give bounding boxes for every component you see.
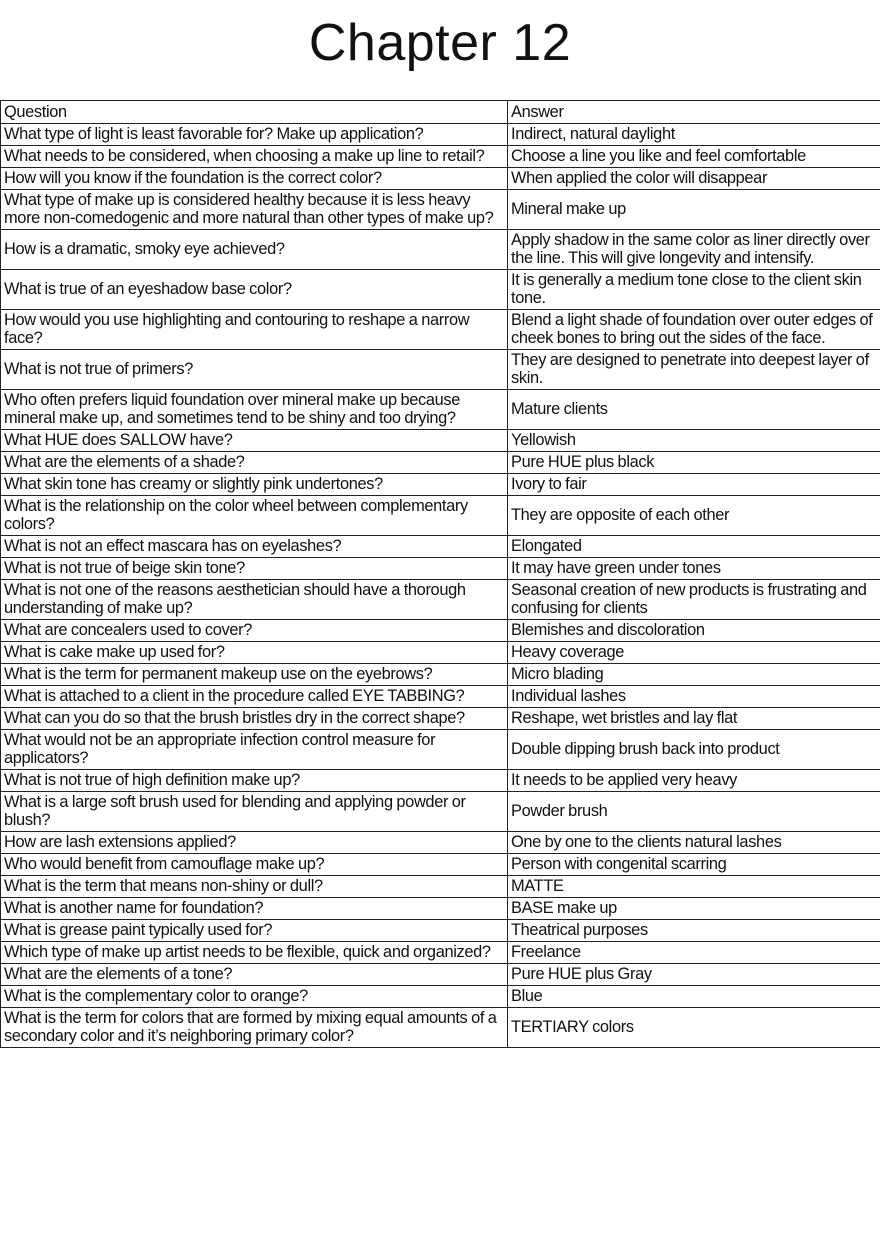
table-row [1, 770, 880, 792]
answer-cell: Choose a line you like and feel comfortable [508, 146, 880, 168]
table-row [1, 686, 880, 708]
answer-cell: Pure HUE plus black [508, 452, 880, 474]
answer-cell: It is generally a medium tone close to the client skin tone. [508, 270, 880, 310]
answer-cell: One by one to the clients natural lashes [508, 832, 880, 854]
question-cell: What is the term for permanent makeup use on the eyebrows? [1, 664, 508, 686]
table-row [1, 230, 880, 270]
question-cell: What are the elements of a tone? [1, 964, 508, 986]
table-row [1, 474, 880, 496]
question-cell: What is not true of high definition make up? [1, 770, 508, 792]
table-row [1, 496, 880, 536]
table-row [1, 942, 880, 964]
answer-cell: Freelance [508, 942, 880, 964]
answer-cell: MATTE [508, 876, 880, 898]
answer-cell: Person with congenital scarring [508, 854, 880, 876]
question-cell: What is not an effect mascara has on eyelashes? [1, 536, 508, 558]
question-cell: What is true of an eyeshadow base color? [1, 270, 508, 310]
answer-cell: Micro blading [508, 664, 880, 686]
table-row [1, 536, 880, 558]
table-row [1, 964, 880, 986]
answer-cell: TERTIARY colors [508, 1008, 880, 1048]
question-cell: What is grease paint typically used for? [1, 920, 508, 942]
answer-cell: Yellowish [508, 430, 880, 452]
table-row [1, 310, 880, 350]
question-cell: What is attached to a client in the procedure called EYE TABBING? [1, 686, 508, 708]
answer-cell: Double dipping brush back into product [508, 730, 880, 770]
question-cell: What skin tone has creamy or slightly pink undertones? [1, 474, 508, 496]
question-cell: What is the complementary color to orange? [1, 986, 508, 1008]
answer-cell: Indirect, natural daylight [508, 124, 880, 146]
table-row [1, 792, 880, 832]
table-row [1, 876, 880, 898]
answer-cell: Elongated [508, 536, 880, 558]
question-cell: How are lash extensions applied? [1, 832, 508, 854]
table-row [1, 920, 880, 942]
question-cell: How would you use highlighting and contouring to reshape a narrow face? [1, 310, 508, 350]
qa-table [0, 100, 880, 1048]
question-cell: What is cake make up used for? [1, 642, 508, 664]
question-cell: What can you do so that the brush bristles dry in the correct shape? [1, 708, 508, 730]
table-row [1, 854, 880, 876]
question-cell: What HUE does SALLOW have? [1, 430, 508, 452]
table-row [1, 124, 880, 146]
table-row [1, 580, 880, 620]
answer-cell: Blend a light shade of foundation over outer edges of cheek bones to bring out the sides of the face. [508, 310, 880, 350]
table-row [1, 270, 880, 310]
table-header-row [1, 101, 880, 124]
question-cell: What is not true of beige skin tone? [1, 558, 508, 580]
answer-cell: When applied the color will disappear [508, 168, 880, 190]
question-cell: Who would benefit from camouflage make up? [1, 854, 508, 876]
question-cell: How is a dramatic, smoky eye achieved? [1, 230, 508, 270]
question-cell: How will you know if the foundation is the correct color? [1, 168, 508, 190]
table-row [1, 1008, 880, 1048]
table-row [1, 708, 880, 730]
question-cell: What is the term for colors that are formed by mixing equal amounts of a secondary color and it’s neighboring primary color? [1, 1008, 508, 1048]
table-row [1, 986, 880, 1008]
answer-cell: Blemishes and discoloration [508, 620, 880, 642]
answer-cell: Pure HUE plus Gray [508, 964, 880, 986]
answer-cell: Powder brush [508, 792, 880, 832]
table-row [1, 430, 880, 452]
table-row [1, 898, 880, 920]
table-row [1, 390, 880, 430]
table-row [1, 730, 880, 770]
table-row [1, 642, 880, 664]
answer-cell: They are opposite of each other [508, 496, 880, 536]
answer-cell: Seasonal creation of new products is frustrating and confusing for clients [508, 580, 880, 620]
answer-cell: Heavy coverage [508, 642, 880, 664]
answer-cell: Theatrical purposes [508, 920, 880, 942]
question-cell: Which type of make up artist needs to be flexible, quick and organized? [1, 942, 508, 964]
question-cell: What type of make up is considered healthy because it is less heavy more non-comedogenic and more natural than other types of make up? [1, 190, 508, 230]
question-cell: What type of light is least favorable for? Make up application? [1, 124, 508, 146]
question-cell: What is a large soft brush used for blending and applying powder or blush? [1, 792, 508, 832]
answer-cell: Ivory to fair [508, 474, 880, 496]
question-cell: What would not be an appropriate infection control measure for applicators? [1, 730, 508, 770]
column-header-answer: Answer [508, 101, 880, 124]
answer-cell: Reshape, wet bristles and lay flat [508, 708, 880, 730]
question-cell: What is the relationship on the color wheel between complementary colors? [1, 496, 508, 536]
table-row [1, 832, 880, 854]
question-cell: What needs to be considered, when choosing a make up line to retail? [1, 146, 508, 168]
question-cell: What is not one of the reasons aesthetician should have a thorough understanding of make up? [1, 580, 508, 620]
answer-cell: Mature clients [508, 390, 880, 430]
answer-cell: They are designed to penetrate into deepest layer of skin. [508, 350, 880, 390]
table-row [1, 146, 880, 168]
question-cell: What are the elements of a shade? [1, 452, 508, 474]
table-row [1, 168, 880, 190]
answer-cell: It may have green under tones [508, 558, 880, 580]
question-cell: What is another name for foundation? [1, 898, 508, 920]
table-row [1, 558, 880, 580]
answer-cell: BASE make up [508, 898, 880, 920]
table-row [1, 664, 880, 686]
question-cell: Who often prefers liquid foundation over mineral make up because mineral make up, and sometimes tend to be shiny and too drying? [1, 390, 508, 430]
table-row [1, 452, 880, 474]
table-row [1, 350, 880, 390]
question-cell: What is the term that means non-shiny or dull? [1, 876, 508, 898]
answer-cell: Mineral make up [508, 190, 880, 230]
answer-cell: Blue [508, 986, 880, 1008]
table-row [1, 190, 880, 230]
answer-cell: Individual lashes [508, 686, 880, 708]
table-row [1, 620, 880, 642]
answer-cell: It needs to be applied very heavy [508, 770, 880, 792]
answer-cell: Apply shadow in the same color as liner directly over the line. This will give longevity and intensify. [508, 230, 880, 270]
page-title: Chapter 12 [308, 14, 572, 72]
question-cell: What is not true of primers? [1, 350, 508, 390]
column-header-question: Question [1, 101, 508, 124]
question-cell: What are concealers used to cover? [1, 620, 508, 642]
